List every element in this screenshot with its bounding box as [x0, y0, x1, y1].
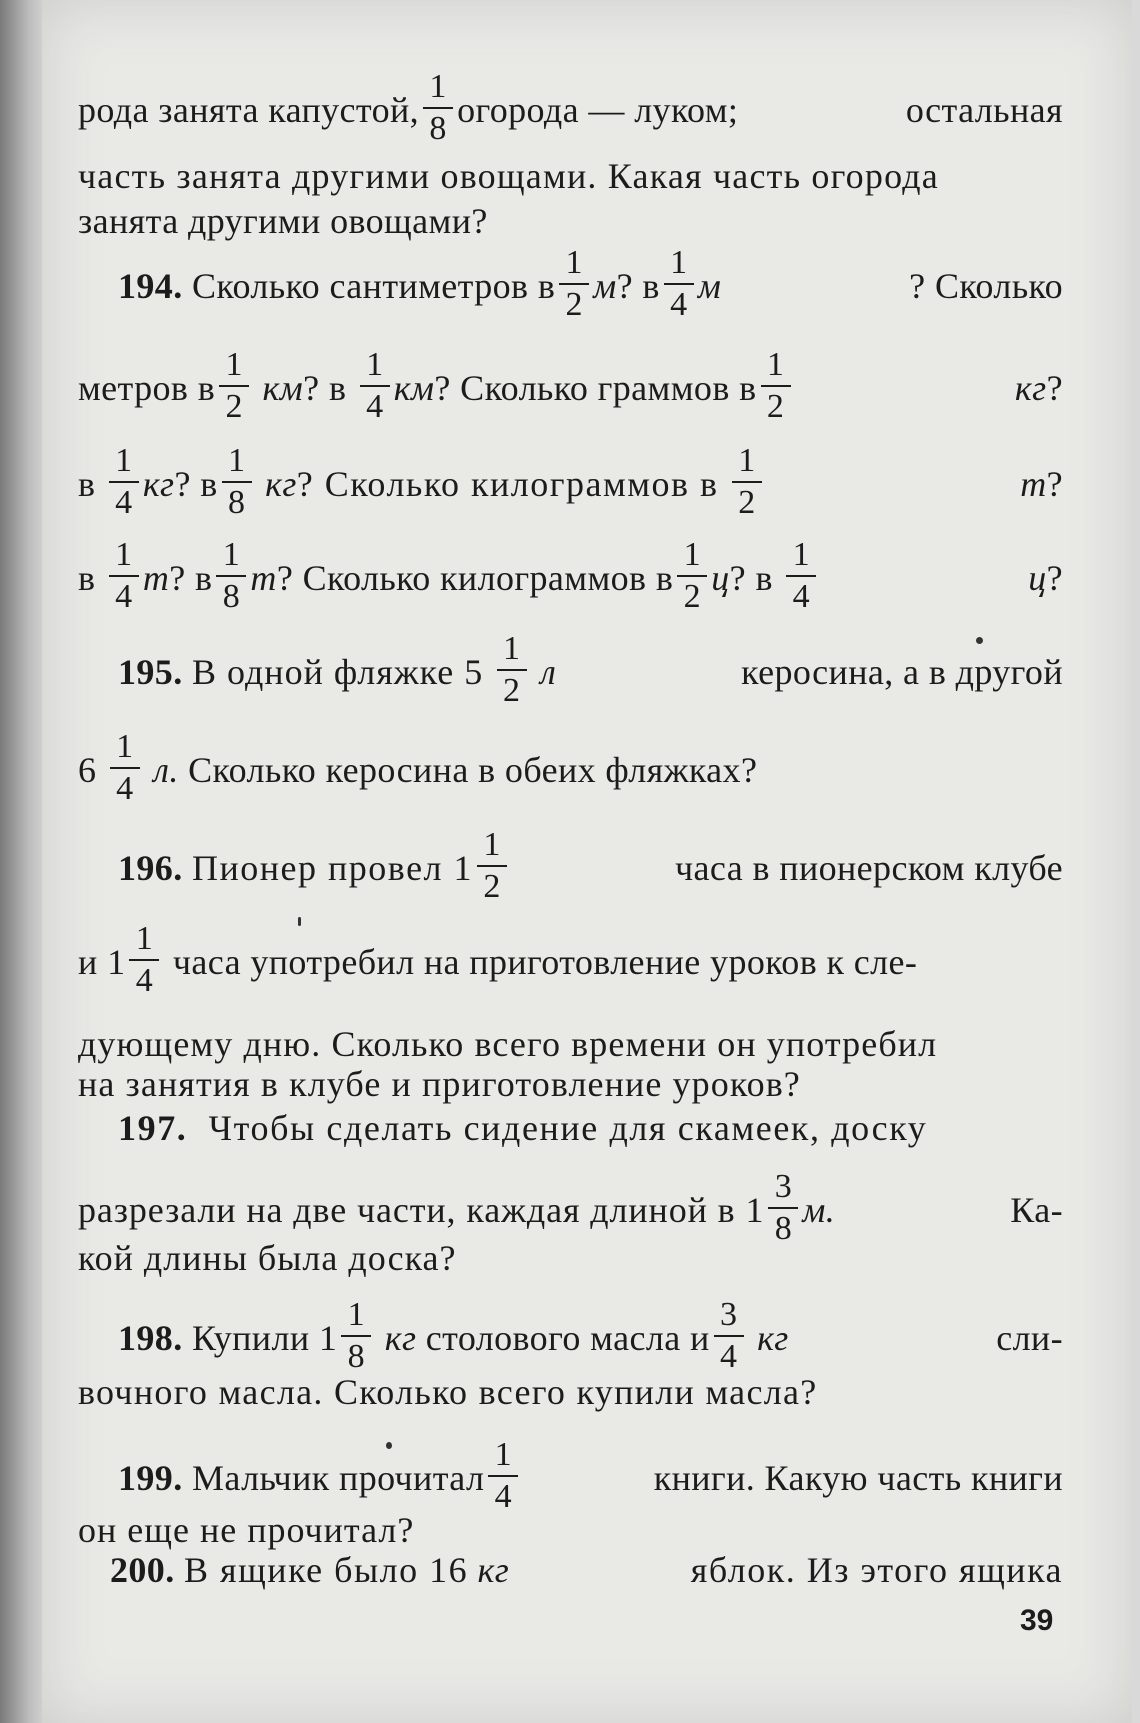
fraction-numerator: 1	[477, 828, 507, 867]
fraction-denominator: 4	[366, 388, 384, 425]
line-text: занята другими овощами?	[78, 201, 488, 241]
line-text: Мальчик прочитал	[192, 1458, 485, 1498]
line-text: Купили 1	[192, 1318, 338, 1358]
unit: л.	[153, 750, 179, 790]
fraction	[714, 1298, 744, 1374]
line-text: ? Сколько килограммов в	[276, 558, 674, 598]
fraction	[732, 444, 762, 520]
line-text: яблок. Из этого ящика	[690, 1550, 1063, 1590]
fraction-denominator: 4	[719, 1338, 738, 1375]
line-text: ? Сколько	[909, 266, 1063, 306]
fraction	[559, 246, 589, 322]
unit: т	[250, 558, 277, 598]
print-speck	[298, 917, 301, 926]
fraction	[786, 538, 816, 614]
fraction-denominator: 2	[683, 578, 701, 615]
line-text: Сколько сантиметров в	[192, 266, 556, 306]
line-text: 6	[78, 750, 97, 790]
fraction-numerator: 3	[714, 1298, 744, 1337]
fraction-numerator: 1	[222, 444, 252, 483]
fraction-numerator: 3	[768, 1170, 798, 1209]
line-text: он еще не прочитал?	[78, 1510, 415, 1550]
line-text: ? в	[303, 368, 347, 408]
line-text: ? в	[616, 266, 660, 306]
fraction	[497, 632, 527, 708]
fraction-numerator: 1	[341, 1298, 371, 1337]
problem-199	[118, 1436, 1063, 1516]
fraction-numerator: 1	[360, 348, 390, 387]
text-line	[78, 920, 1063, 1000]
line-text: В одной фляжке 5	[192, 652, 484, 692]
text-line	[78, 536, 1063, 616]
text-line	[78, 728, 1063, 808]
fraction-denominator: 8	[227, 484, 246, 521]
unit: км	[393, 368, 435, 408]
fraction	[216, 538, 246, 614]
problem-number: 196.	[118, 848, 183, 888]
line-text: в	[78, 558, 96, 598]
unit: м	[697, 266, 722, 306]
line-text: ? в	[174, 464, 218, 504]
fraction-denominator: 4	[670, 286, 688, 323]
fraction-numerator: 1	[219, 348, 249, 387]
line-text: Пионер провел 1	[192, 848, 474, 888]
line-text: ? Сколько килограммов в	[296, 464, 719, 504]
problem-196	[118, 826, 1063, 906]
fraction-denominator: 4	[792, 578, 810, 615]
unit: кг	[1014, 368, 1047, 408]
problem-number: 195.	[118, 652, 183, 692]
line-text: ? в	[169, 558, 213, 598]
line-text: остальная	[905, 90, 1063, 130]
unit: км	[262, 368, 304, 408]
unit: кг	[477, 1550, 510, 1590]
fraction-denominator: 4	[115, 484, 133, 521]
fraction	[341, 1298, 371, 1374]
line-text: и 1	[78, 942, 126, 982]
fraction-denominator: 2	[738, 484, 756, 521]
line-text: ?	[1046, 558, 1063, 598]
line-text: ? Сколько граммов в	[434, 368, 757, 408]
problem-200	[110, 1552, 1063, 1588]
fraction-numerator: 1	[497, 632, 527, 671]
unit: л	[540, 652, 557, 692]
text-line	[78, 158, 1063, 194]
text-line	[78, 1026, 1063, 1062]
problem-number: 197.	[118, 1108, 188, 1148]
text-line	[78, 1168, 1063, 1248]
line-text: Ка-	[1010, 1190, 1063, 1230]
fraction	[219, 348, 249, 424]
fraction-denominator: 2	[225, 388, 243, 425]
line-text: керосина, а в другой	[741, 652, 1063, 692]
problem-number: 200.	[110, 1550, 175, 1590]
fraction-numerator: 1	[109, 538, 139, 577]
fraction	[129, 922, 159, 998]
fraction	[477, 828, 507, 904]
line-text: часа в пионерском клубе	[675, 848, 1063, 888]
unit: м	[593, 266, 617, 306]
line-text: огорода — луком;	[457, 90, 739, 130]
line-text: Сколько керосина в обеих фляжках?	[188, 750, 758, 790]
problem-number: 199.	[118, 1458, 183, 1498]
line-text: разрезали на две части, каждая длиной в 1	[78, 1190, 765, 1230]
fraction	[110, 730, 140, 806]
problem-197	[118, 1110, 1063, 1146]
line-text: в	[78, 464, 96, 504]
fraction-numerator: 1	[216, 538, 246, 577]
problem-195	[118, 630, 1063, 710]
line-text: кой длины была доска?	[78, 1238, 457, 1278]
print-speck	[386, 1442, 392, 1449]
fraction	[761, 348, 791, 424]
unit: кг	[384, 1318, 417, 1358]
fraction-numerator: 1	[109, 444, 139, 483]
print-speck	[976, 637, 983, 644]
fraction-numerator: 1	[423, 70, 453, 109]
fraction-denominator: 2	[483, 868, 501, 905]
fraction	[677, 538, 707, 614]
fraction-denominator: 4	[494, 1478, 513, 1515]
text-line	[78, 1240, 1063, 1276]
unit: кг	[757, 1318, 789, 1358]
text-line	[78, 442, 1063, 522]
fraction-denominator: 2	[502, 672, 521, 709]
line-text: часть занята другими овощами. Какая часть огорода	[78, 156, 939, 196]
line-text: на занятия в клубе и приготовление уроков?	[78, 1064, 801, 1104]
text-line	[78, 203, 1063, 239]
text-line	[78, 1066, 1063, 1102]
line-text: сли-	[996, 1318, 1063, 1358]
fraction	[488, 1438, 518, 1514]
line-text: рода занята капустой,	[78, 90, 420, 130]
fraction	[664, 246, 694, 322]
fraction-denominator: 4	[115, 578, 133, 615]
text-line	[78, 68, 1063, 148]
unit: ц	[711, 558, 730, 598]
unit: кг	[265, 464, 297, 504]
fraction-numerator: 1	[786, 538, 816, 577]
fraction-denominator: 8	[429, 110, 447, 147]
fraction	[109, 538, 139, 614]
fraction-numerator: 1	[488, 1438, 518, 1477]
problem-198	[118, 1296, 1063, 1376]
fraction-denominator: 4	[135, 962, 154, 999]
line-text: дующему дню. Сколько всего времени он употребил	[78, 1024, 938, 1064]
fraction-numerator: 1	[677, 538, 707, 577]
text-line	[78, 1512, 1063, 1548]
unit: ц	[1028, 558, 1047, 598]
fraction	[360, 348, 390, 424]
fraction-numerator: 1	[761, 348, 791, 387]
fraction-numerator: 1	[664, 246, 694, 285]
unit: т	[1020, 464, 1047, 504]
fraction-denominator: 2	[766, 388, 785, 425]
fraction-numerator: 1	[732, 444, 762, 483]
problem-number: 194.	[118, 266, 183, 306]
fraction-denominator: 4	[116, 770, 134, 807]
line-text: часа употребил на приготовление уроков к сле-	[172, 942, 918, 982]
line-text: ? в	[729, 558, 773, 598]
line-text: метров в	[78, 368, 216, 408]
line-text: ?	[1046, 368, 1063, 408]
text-line	[78, 1374, 1063, 1410]
line-text: Чтобы сделать сидение для скамеек, доску	[208, 1108, 928, 1148]
fraction	[423, 70, 453, 146]
fraction-numerator: 1	[559, 246, 589, 285]
line-text: книги. Какую часть книги	[653, 1458, 1063, 1498]
line-text: ?	[1046, 464, 1063, 504]
fraction	[222, 444, 252, 520]
fraction-denominator: 8	[222, 578, 241, 615]
unit: кг	[142, 464, 175, 504]
line-text: вочного масла. Сколько всего купили масла?	[78, 1372, 818, 1412]
line-text: В ящике было 16	[184, 1550, 469, 1590]
fraction	[768, 1170, 798, 1246]
page-number: 39	[1020, 1604, 1054, 1637]
fraction-denominator: 2	[565, 286, 583, 323]
line-text: столового масла и	[425, 1318, 710, 1358]
fraction-numerator: 1	[129, 922, 159, 961]
text-line	[78, 346, 1063, 426]
unit: т	[142, 558, 170, 598]
unit: м.	[802, 1190, 836, 1230]
fraction-denominator: 8	[347, 1338, 365, 1375]
problem-number: 198.	[118, 1318, 183, 1358]
fraction-denominator: 8	[774, 1210, 793, 1247]
fraction-numerator: 1	[110, 730, 140, 769]
fraction	[109, 444, 139, 520]
problem-194	[118, 244, 1063, 324]
